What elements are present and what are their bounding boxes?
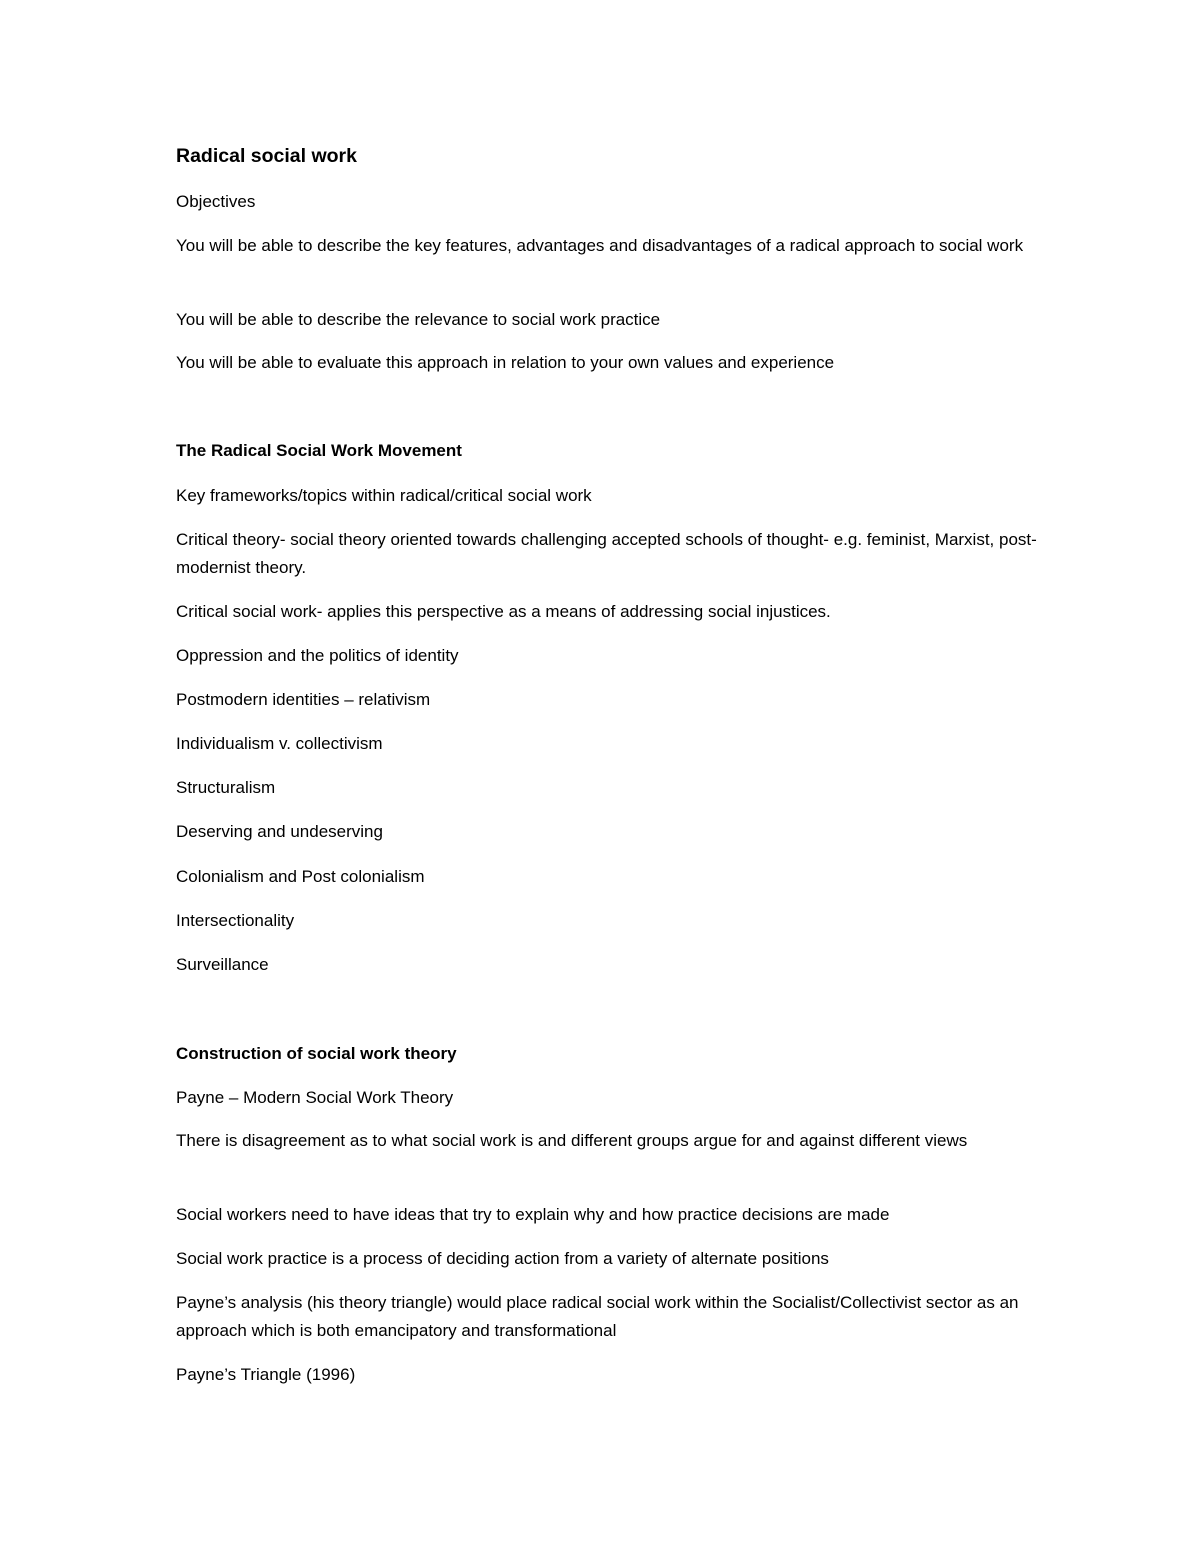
objective-item: You will be able to evaluate this approach in relation to your own values and experience (176, 353, 835, 372)
section-paragraph: Payne’s Triangle (1996) (176, 1365, 356, 1384)
section-paragraph: Social work practice is a process of deciding action from a variety of alternate positions (176, 1249, 829, 1268)
section-paragraph: Payne – Modern Social Work Theory (176, 1088, 454, 1107)
section-paragraph: Structuralism (176, 778, 276, 797)
document-title: Radical social work (176, 145, 357, 167)
objective-item: You will be able to describe the key features, advantages and disadvantages of a radical approach to social work (176, 236, 1024, 255)
section-paragraph: Deserving and undeserving (176, 822, 383, 841)
section-paragraph: Intersectionality (176, 911, 295, 930)
section-heading: The Radical Social Work Movement (176, 441, 462, 460)
section-paragraph: Social workers need to have ideas that try to explain why and how practice decisions are made (176, 1205, 890, 1224)
section-paragraph: Critical social work- applies this perspective as a means of addressing social injustices. (176, 602, 831, 621)
objectives-label: Objectives (176, 192, 256, 211)
objective-item: You will be able to describe the relevance to social work practice (176, 310, 661, 329)
section-paragraph: Surveillance (176, 955, 269, 974)
section-paragraph: Postmodern identities – relativism (176, 690, 431, 709)
section-paragraph: Individualism v. collectivism (176, 734, 383, 753)
section-paragraph: Critical theory- social theory oriented towards challenging accepted schools of thought- e.g. feminist, Marxist, post-modernist theory. (176, 530, 1037, 577)
section-paragraph: Payne’s analysis (his theory triangle) would place radical social work within the Socialist/Collectivist sector as an approach which is both emancipatory and transformational (176, 1293, 1019, 1340)
section-heading: Construction of social work theory (176, 1044, 457, 1063)
section-paragraph: Oppression and the politics of identity (176, 646, 459, 665)
section-paragraph: Key frameworks/topics within radical/critical social work (176, 486, 592, 505)
section-paragraph: Colonialism and Post colonialism (176, 867, 425, 886)
section-paragraph: There is disagreement as to what social work is and different groups argue for and against different views (176, 1131, 968, 1150)
